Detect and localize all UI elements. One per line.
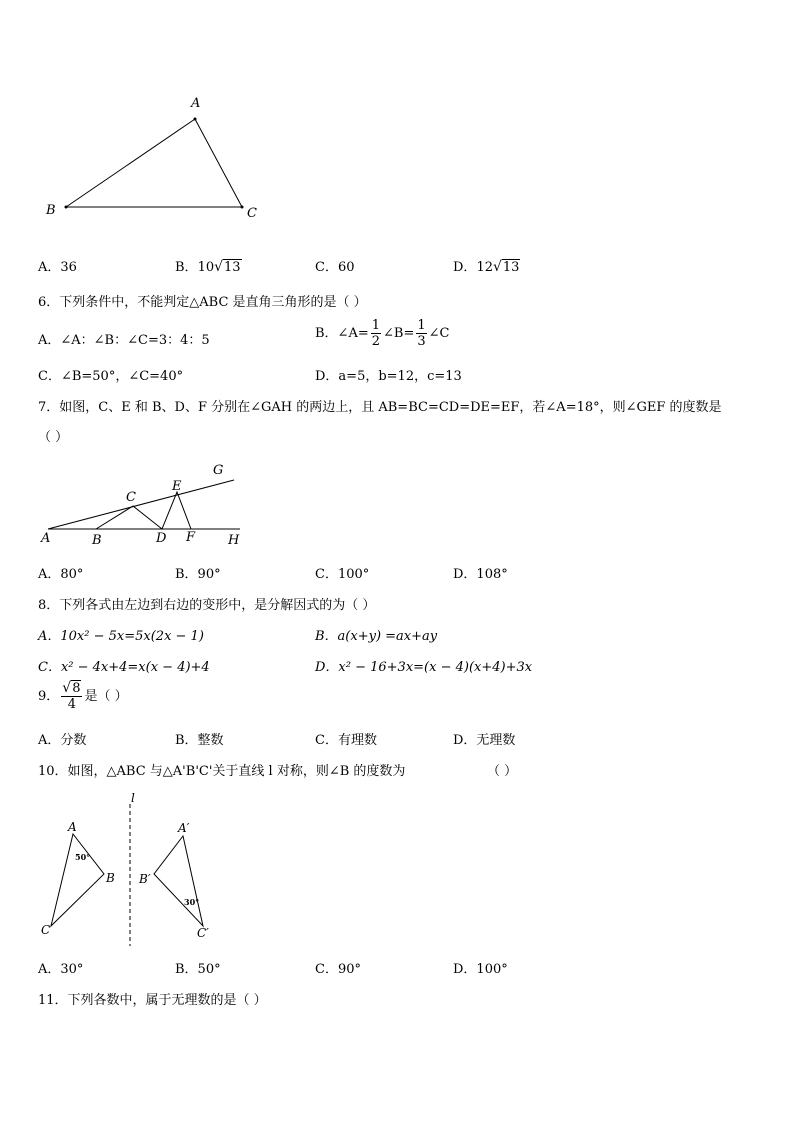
point-label-a: A <box>41 531 51 546</box>
q9-option-b[interactable]: B．整数 <box>175 733 224 748</box>
q8-option-d[interactable]: D．x² − 16+3x=(x − 4)(x+4)+3x <box>315 660 533 675</box>
point-label-b: B <box>92 533 102 548</box>
fraction-sqrt8-over-4: $\frac{√8}{4}$ <box>62 680 81 712</box>
point-label-e: E <box>172 479 182 494</box>
label-c: C <box>41 923 51 937</box>
point-label-d: D <box>156 531 167 546</box>
q6-option-d[interactable]: D．a=5，b=12，c=13 <box>315 369 462 384</box>
point-label-h: H <box>228 533 240 548</box>
q7-stem: 7．如图，C、E 和 B、D、F 分别在∠GAH 的两边上，且 AB=BC=CD=DE=EF，若∠A=18°，则∠GEF 的度数是 <box>38 400 722 415</box>
fraction-one-third: $\frac{1}{3}$ <box>417 318 426 349</box>
q8-option-b[interactable]: B．a(x+y) =ax+ay <box>315 629 438 644</box>
q9-option-d[interactable]: D．无理数 <box>453 733 516 748</box>
label-b: B <box>106 871 115 885</box>
q8-option-a[interactable]: A．10x² − 5x=5x(2x − 1) <box>38 629 204 644</box>
q10-option-a[interactable]: A．30° <box>38 962 84 977</box>
q6-option-c[interactable]: C．∠B=50°，∠C=40° <box>38 369 184 384</box>
q6-option-b[interactable]: B．∠A= $\frac{1}{2}$ ∠B= $\frac{1}{3}$ ∠C <box>315 318 450 349</box>
label-c-prime: C′ <box>197 926 209 940</box>
q5-option-c[interactable]: C．60 <box>315 260 355 275</box>
point-label-c: C <box>126 490 136 505</box>
label-a-prime: A′ <box>178 821 190 835</box>
q7-option-d[interactable]: D．108° <box>453 567 508 582</box>
point-label-g: G <box>213 463 224 478</box>
q9-stem: 9． $\frac{√8}{4}$ 是（ ） <box>38 680 128 712</box>
line-label-l: l <box>131 791 135 805</box>
angle-label-50: 50° <box>75 852 91 862</box>
q7-option-c[interactable]: C．100° <box>315 567 370 582</box>
q8-stem: 8．下列各式由左边到右边的变形中，是分解因式的为（ ） <box>38 598 376 613</box>
q10-stem: 10．如图，△ABC 与△A'B'C'关于直线 l 对称，则∠B 的度数为 <box>38 764 406 779</box>
sqrt-symbol: √ <box>214 259 224 275</box>
q5-option-d[interactable]: D．12√13 <box>453 259 520 275</box>
q5-option-a[interactable]: A．36 <box>38 260 77 275</box>
label-b-prime: B′ <box>139 872 151 886</box>
fraction-one-half: $\frac{1}{2}$ <box>371 318 381 349</box>
angle-label-30: 30° <box>184 897 200 907</box>
q6-option-a[interactable]: A．∠A：∠B：∠C=3：4：5 <box>38 333 210 348</box>
label-a: A <box>68 820 77 834</box>
vertex-label-b: B <box>46 203 56 218</box>
q7-option-b[interactable]: B．90° <box>175 567 221 582</box>
q10-option-b[interactable]: B．50° <box>175 962 221 977</box>
q7-option-a[interactable]: A．80° <box>38 567 84 582</box>
q9-option-a[interactable]: A．分数 <box>38 733 87 748</box>
q10-option-c[interactable]: C．90° <box>315 962 361 977</box>
q5-option-b[interactable]: B．10√13 <box>175 259 241 275</box>
sqrt-symbol: √ <box>62 680 72 696</box>
sqrt-symbol: √ <box>492 259 502 275</box>
q9-option-c[interactable]: C．有理数 <box>315 733 377 748</box>
q8-option-c[interactable]: C．x² − 4x+4=x(x − 4)+4 <box>38 660 210 675</box>
vertex-label-a: A <box>191 96 201 111</box>
vertex-label-c: C <box>247 206 257 221</box>
q6-stem: 6．下列条件中，不能判定△ABC 是直角三角形的是（ ） <box>38 295 367 310</box>
q7-paren: （ ） <box>38 430 69 445</box>
q11-stem: 11．下列各数中，属于无理数的是（ ） <box>38 993 267 1008</box>
q10-option-d[interactable]: D．100° <box>453 962 508 977</box>
q10-paren: （ ） <box>487 764 518 779</box>
point-label-f: F <box>186 530 196 545</box>
